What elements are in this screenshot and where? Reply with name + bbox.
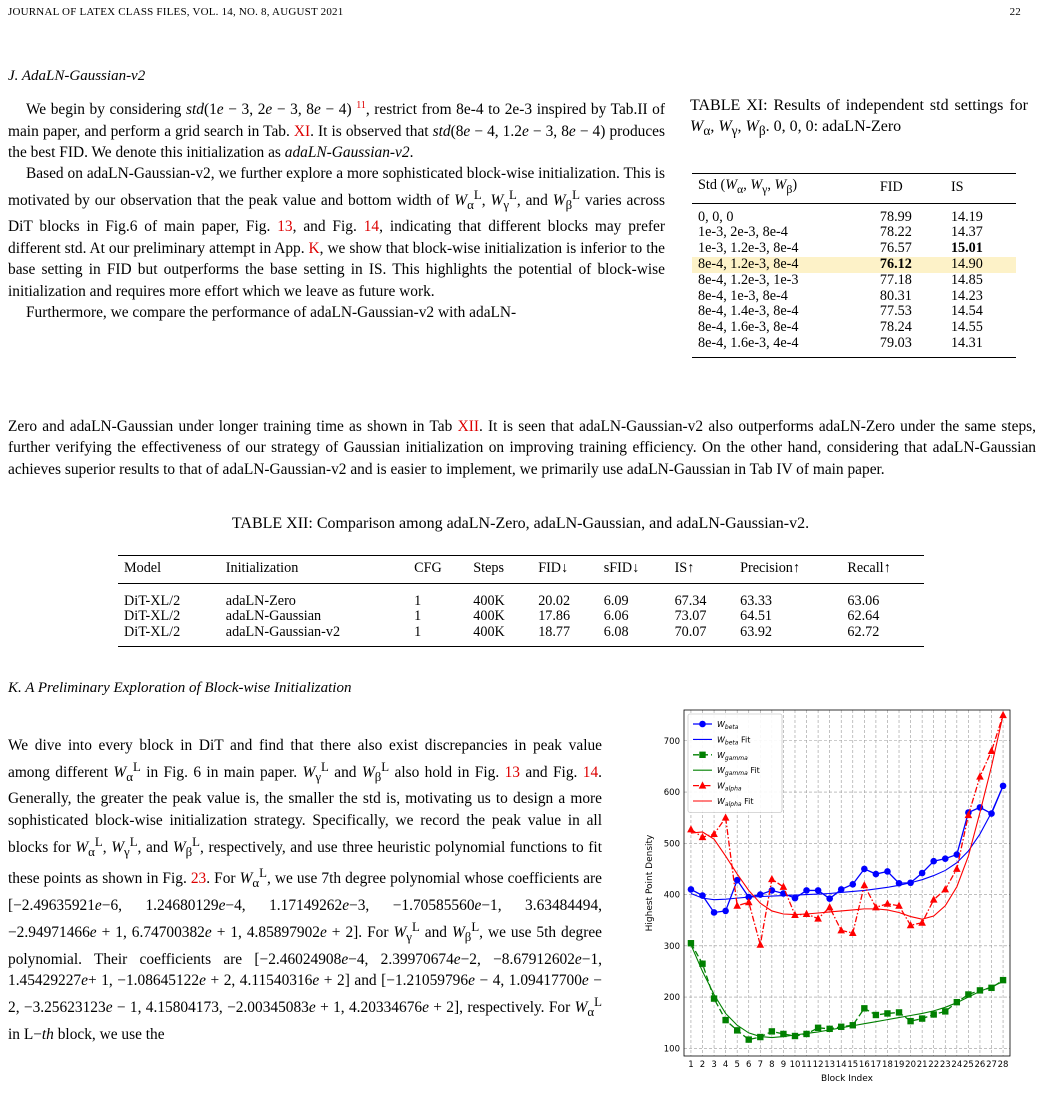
data-point — [711, 909, 718, 916]
cell: adaLN-Zero — [225, 592, 296, 609]
cell: 62.72 — [841, 625, 924, 647]
data-point — [884, 1010, 890, 1016]
data-point — [815, 887, 822, 894]
cell: 76.57 — [879, 240, 912, 257]
data-point — [688, 886, 695, 893]
peak-density-chart — [640, 705, 1040, 1090]
data-point — [919, 1015, 925, 1021]
x-axis-label: Block Index — [821, 1074, 873, 1084]
cell: 80.31 — [879, 287, 912, 304]
x-tick-label: 5 — [734, 1060, 740, 1070]
cell: 1e-3, 1.2e-3, 8e-4 — [698, 240, 799, 257]
cell: 18.77 — [532, 625, 598, 647]
cell: 14.31 — [945, 336, 1016, 357]
cell: 6.09 — [603, 592, 629, 609]
x-tick-label: 18 — [882, 1060, 893, 1070]
legend-marker — [699, 752, 705, 758]
x-tick-label: 27 — [986, 1060, 997, 1070]
data-point — [838, 886, 845, 893]
x-tick-label: 17 — [870, 1060, 882, 1070]
x-tick-label: 10 — [789, 1060, 801, 1070]
col-header: Precision↑ — [734, 556, 841, 584]
x-tick-label: 14 — [835, 1060, 847, 1070]
running-header — [8, 6, 1021, 18]
cell: 400K — [467, 625, 532, 647]
data-point — [734, 1027, 740, 1033]
data-point — [792, 895, 799, 902]
x-tick-label: 22 — [928, 1060, 940, 1070]
cell: 8e-4, 1e-3, 8e-4 — [698, 287, 788, 304]
x-tick-label: 8 — [769, 1060, 775, 1070]
x-tick-label: 24 — [951, 1060, 963, 1070]
cell: 63.06 — [847, 592, 880, 609]
table-xi-header-is: IS — [945, 174, 1016, 204]
col-header: FID↓ — [532, 556, 598, 584]
x-tick-label: 13 — [824, 1060, 836, 1070]
col-header: sFID↓ — [598, 556, 669, 584]
cell: DiT-XL/2 — [124, 608, 181, 625]
table-xi-header-fid: FID — [874, 174, 945, 204]
cell: 63.92 — [734, 625, 841, 647]
cell: 64.51 — [740, 608, 773, 625]
data-point — [826, 895, 833, 902]
data-point — [896, 1009, 902, 1015]
y-tick-label: 200 — [663, 993, 680, 1004]
table-row — [118, 609, 924, 625]
cell: 1 — [414, 608, 422, 625]
cell: 1 — [408, 625, 467, 647]
x-tick-label: 25 — [962, 1060, 974, 1070]
x-tick-label: 12 — [812, 1060, 824, 1070]
y-tick-label: 300 — [663, 941, 680, 952]
cell: 6.08 — [598, 625, 669, 647]
table-row — [692, 304, 1016, 320]
col-header: Recall↑ — [841, 556, 924, 584]
table-xi-caption: TABLE XI: Results of independent std settings for $W_\alpha$, $W_\gamma$, $W_\beta$. 0, 0, 0: adaLN-Zero — [690, 97, 1028, 139]
y-tick-label: 500 — [663, 839, 680, 850]
y-tick-label: 100 — [663, 1044, 680, 1055]
section-k-text: We dive into every block in DiT and find that there also exist discrepancies in peak value among different $W_\alpha^L$ in Fig. 6 in main paper. $W_\gamma^L$ and $W_\beta^L$ also hold in Fig. 13 and Fig. 14. Generally, the greater the peak value is, the smaller the std is, motivating us to design a more sophisticated block-wise initialization strategy. Specifically, we record the peak value in all blocks for $W_\alpha^L$, $W_\gamma^L$, and $W_\beta^L$, respectively, and use three heuristic polynomial functions to fit these points as shown in Fig. 23. For $W_\alpha^L$, we use 7th degree polynomial whose coefficients are [−2.49635921e−6, 1.24680129e−4, 1.17149262e−3, −1.70585560e−1, 3.63484494, −2.94971466e + 1, 6.74700382e + 1, 4.85897902e + 2]. For $W_\gamma^L$ and $W_\beta^L$, we use 5th degree polynomial. Their coefficients are [−2.46024908e−4, 2.39970674e−2, −8.67912602e−1, 1.45429227e+ 1, −1.08645122e + 2, 4.11540316e + 2] and [−1.21059796e − 4, 1.09417700e − 2, −3.25623123e − 1, 4.15804173, −2.00345083e + 1, 4.20334676e + 2], respectively. For $W_\alpha^L$ in L−th block, we use the — [8, 737, 603, 1043]
data-point — [930, 858, 937, 865]
cell: 78.22 — [879, 224, 912, 241]
data-point — [838, 1024, 844, 1030]
legend-label: $W_{alpha}$ — [717, 781, 742, 793]
cell: 8e-4, 1.2e-3, 1e-3 — [698, 271, 799, 288]
x-tick-label: 3 — [711, 1060, 717, 1070]
legend-label: $W_{alpha}$ Fit — [717, 797, 754, 808]
legend-label: $W_{beta}$ — [717, 720, 739, 731]
table-row — [692, 320, 1016, 336]
data-point — [792, 1033, 798, 1039]
cell: 70.07 — [669, 625, 735, 647]
cell: 14.90 — [945, 257, 1016, 273]
data-point — [861, 866, 868, 873]
y-tick-label: 700 — [663, 736, 680, 747]
cell: 8e-4, 1.6e-3, 8e-4 — [698, 319, 799, 336]
data-point — [722, 1017, 728, 1023]
table-row — [692, 225, 1016, 241]
cell: 17.86 — [538, 608, 571, 625]
cell: 400K — [473, 592, 505, 609]
x-tick-label: 16 — [858, 1060, 870, 1070]
table-xi-header-std: Std ($W_\alpha$, $W_\gamma$, $W_\beta$) — [692, 174, 874, 204]
cell: 20.02 — [538, 592, 571, 609]
x-tick-label: 2 — [699, 1060, 706, 1070]
section-j-heading: J. AdaLN-Gaussian-v2 — [8, 68, 146, 84]
cell: 77.53 — [879, 303, 912, 320]
cell: 14.54 — [950, 303, 983, 320]
x-tick-label: 4 — [722, 1060, 729, 1070]
cell: DiT-XL/2 — [124, 592, 181, 609]
cell: 400K — [473, 608, 505, 625]
cell: 14.37 — [950, 224, 983, 241]
cell: 14.19 — [950, 208, 983, 225]
x-tick-label: 9 — [780, 1060, 787, 1070]
x-tick-label: 21 — [916, 1060, 928, 1070]
x-tick-label: 11 — [801, 1060, 812, 1070]
col-header: Model — [118, 556, 220, 584]
data-point — [815, 1025, 821, 1031]
section-j-text: We begin by considering std(1e − 3, 2e − 3, 8e − 4) $^{11}$, restrict from 8e-4 to 2e-3 inspired by Tab.II of main paper, and perform a grid search in Tab. XI. It is observed that std(8e − 4, 1.2e − 3, 8e − 4) produces the best FID. We denote this initialization as adaLN-Gaussian-v2. Based on adaLN-Gaussian-v2, we further explore a more sophisticated block-wise initialization. This is motivated by our observation that the peak value and bottom width of $W_\alpha^L$, $W_\gamma^L$, and $W_\beta^L$ varies across DiT blocks in Fig.6 of main paper, Fig. 13, and Fig. 14, indicating that different blocks may prefer different std. At our preliminary attempt in App. K, we show that block-wise initialization is inferior to the base setting in FID but outperforms the base setting in IS. This highlights the potential of block-wise initialization and requires more effort which we leave as future work. Furthermore, we compare the performance of adaLN-Gaussian-v2 with adaLN- — [8, 100, 666, 321]
table-row — [118, 583, 924, 609]
cell: 73.07 — [674, 608, 707, 625]
cell: 67.34 — [674, 592, 707, 609]
journal-title: JOURNAL OF LATEX CLASS FILES, VOL. 14, NO. 8, AUGUST 2021 — [8, 6, 344, 18]
legend-label: $W_{gamma}$ — [717, 750, 748, 762]
page-number: 22 — [1009, 6, 1021, 18]
cell: 14.85 — [950, 271, 983, 288]
col-header: CFG — [408, 556, 467, 584]
cell: adaLN-Gaussian — [225, 608, 322, 625]
cell: 1 — [414, 592, 422, 609]
cell: 79.03 — [874, 336, 945, 357]
table-row — [692, 203, 1016, 225]
data-point — [873, 871, 880, 878]
legend-marker — [699, 721, 706, 728]
data-point — [907, 1018, 913, 1024]
section-j-text-wide: Zero and adaLN-Gaussian under longer training time as shown in Tab XII. It is seen that adaLN-Gaussian-v2 also outperforms adaLN-Zero under the same steps, further verifying the effectiveness of our strategy of Gaussian initialization on improving training efficiency. On the other hand, considering that adaLN-Gaussian achieves superior results to that of adaLN-Gaussian-v2 and is easier to implement, we primarily use adaLN-Gaussian in Tab IV of main paper. — [8, 418, 1036, 478]
x-tick-label: 7 — [757, 1060, 764, 1070]
section-k-heading: K. A Preliminary Exploration of Block-wise Initialization — [8, 680, 352, 696]
x-tick-label: 1 — [688, 1060, 694, 1070]
y-tick-label: 600 — [663, 788, 680, 799]
data-point — [826, 1026, 832, 1032]
cell: adaLN-Gaussian-v2 — [220, 625, 408, 647]
data-point — [722, 908, 729, 915]
col-header: IS↑ — [669, 556, 735, 584]
table-row — [692, 241, 1016, 257]
legend-label: $W_{beta}$ Fit — [717, 735, 751, 747]
data-point — [873, 1012, 879, 1018]
legend-label: $W_{gamma}$ Fit — [717, 766, 760, 778]
best-fid-cell: 76.12 — [874, 257, 945, 273]
data-point — [849, 881, 856, 888]
table-xii — [118, 555, 924, 647]
table-row — [692, 336, 1016, 357]
data-point — [931, 1011, 937, 1017]
highlighted-row — [692, 257, 1016, 273]
y-axis-label: Highest Point Density — [645, 834, 655, 932]
data-point — [861, 1005, 867, 1011]
cell: 0, 0, 0 — [698, 208, 734, 225]
data-point — [919, 870, 926, 877]
table-row — [692, 289, 1016, 305]
data-point — [746, 1036, 752, 1042]
x-tick-label: 15 — [847, 1060, 859, 1070]
data-point — [884, 868, 891, 875]
cell: 62.64 — [847, 608, 880, 625]
cell: 8e-4, 1.6e-3, 4e-4 — [692, 336, 874, 357]
data-point — [942, 1008, 948, 1014]
x-tick-label: 26 — [974, 1060, 986, 1070]
table-row — [692, 273, 1016, 289]
x-tick-label: 6 — [746, 1060, 752, 1070]
x-tick-label: 23 — [939, 1060, 951, 1070]
data-point — [942, 855, 949, 862]
col-header: Initialization — [220, 556, 408, 584]
cell: 78.24 — [879, 319, 912, 336]
cell: 14.55 — [950, 319, 983, 336]
best-is-cell: 15.01 — [950, 240, 983, 257]
cell: 14.23 — [950, 287, 983, 304]
x-tick-label: 19 — [893, 1060, 905, 1070]
cell: 8e-4, 1.2e-3, 8e-4 — [692, 257, 874, 273]
cell: 6.06 — [603, 608, 629, 625]
cell: 63.33 — [740, 592, 773, 609]
table-xii-caption: TABLE XII: Comparison among adaLN-Zero, adaLN-Gaussian, and adaLN-Gaussian-v2. — [231, 515, 810, 532]
cell: 77.18 — [879, 271, 912, 288]
data-point — [803, 887, 810, 894]
col-header: Steps — [467, 556, 532, 584]
y-tick-label: 400 — [663, 890, 680, 901]
x-tick-label: 20 — [905, 1060, 916, 1070]
cell: DiT-XL/2 — [118, 625, 220, 647]
data-point — [769, 1028, 775, 1034]
table-xi — [692, 173, 1016, 358]
x-tick-label: 28 — [997, 1060, 1009, 1070]
table-row — [118, 625, 924, 647]
cell: 78.99 — [879, 208, 912, 225]
cell: 1e-3, 2e-3, 8e-4 — [698, 224, 788, 241]
cell: 8e-4, 1.4e-3, 8e-4 — [698, 303, 799, 320]
